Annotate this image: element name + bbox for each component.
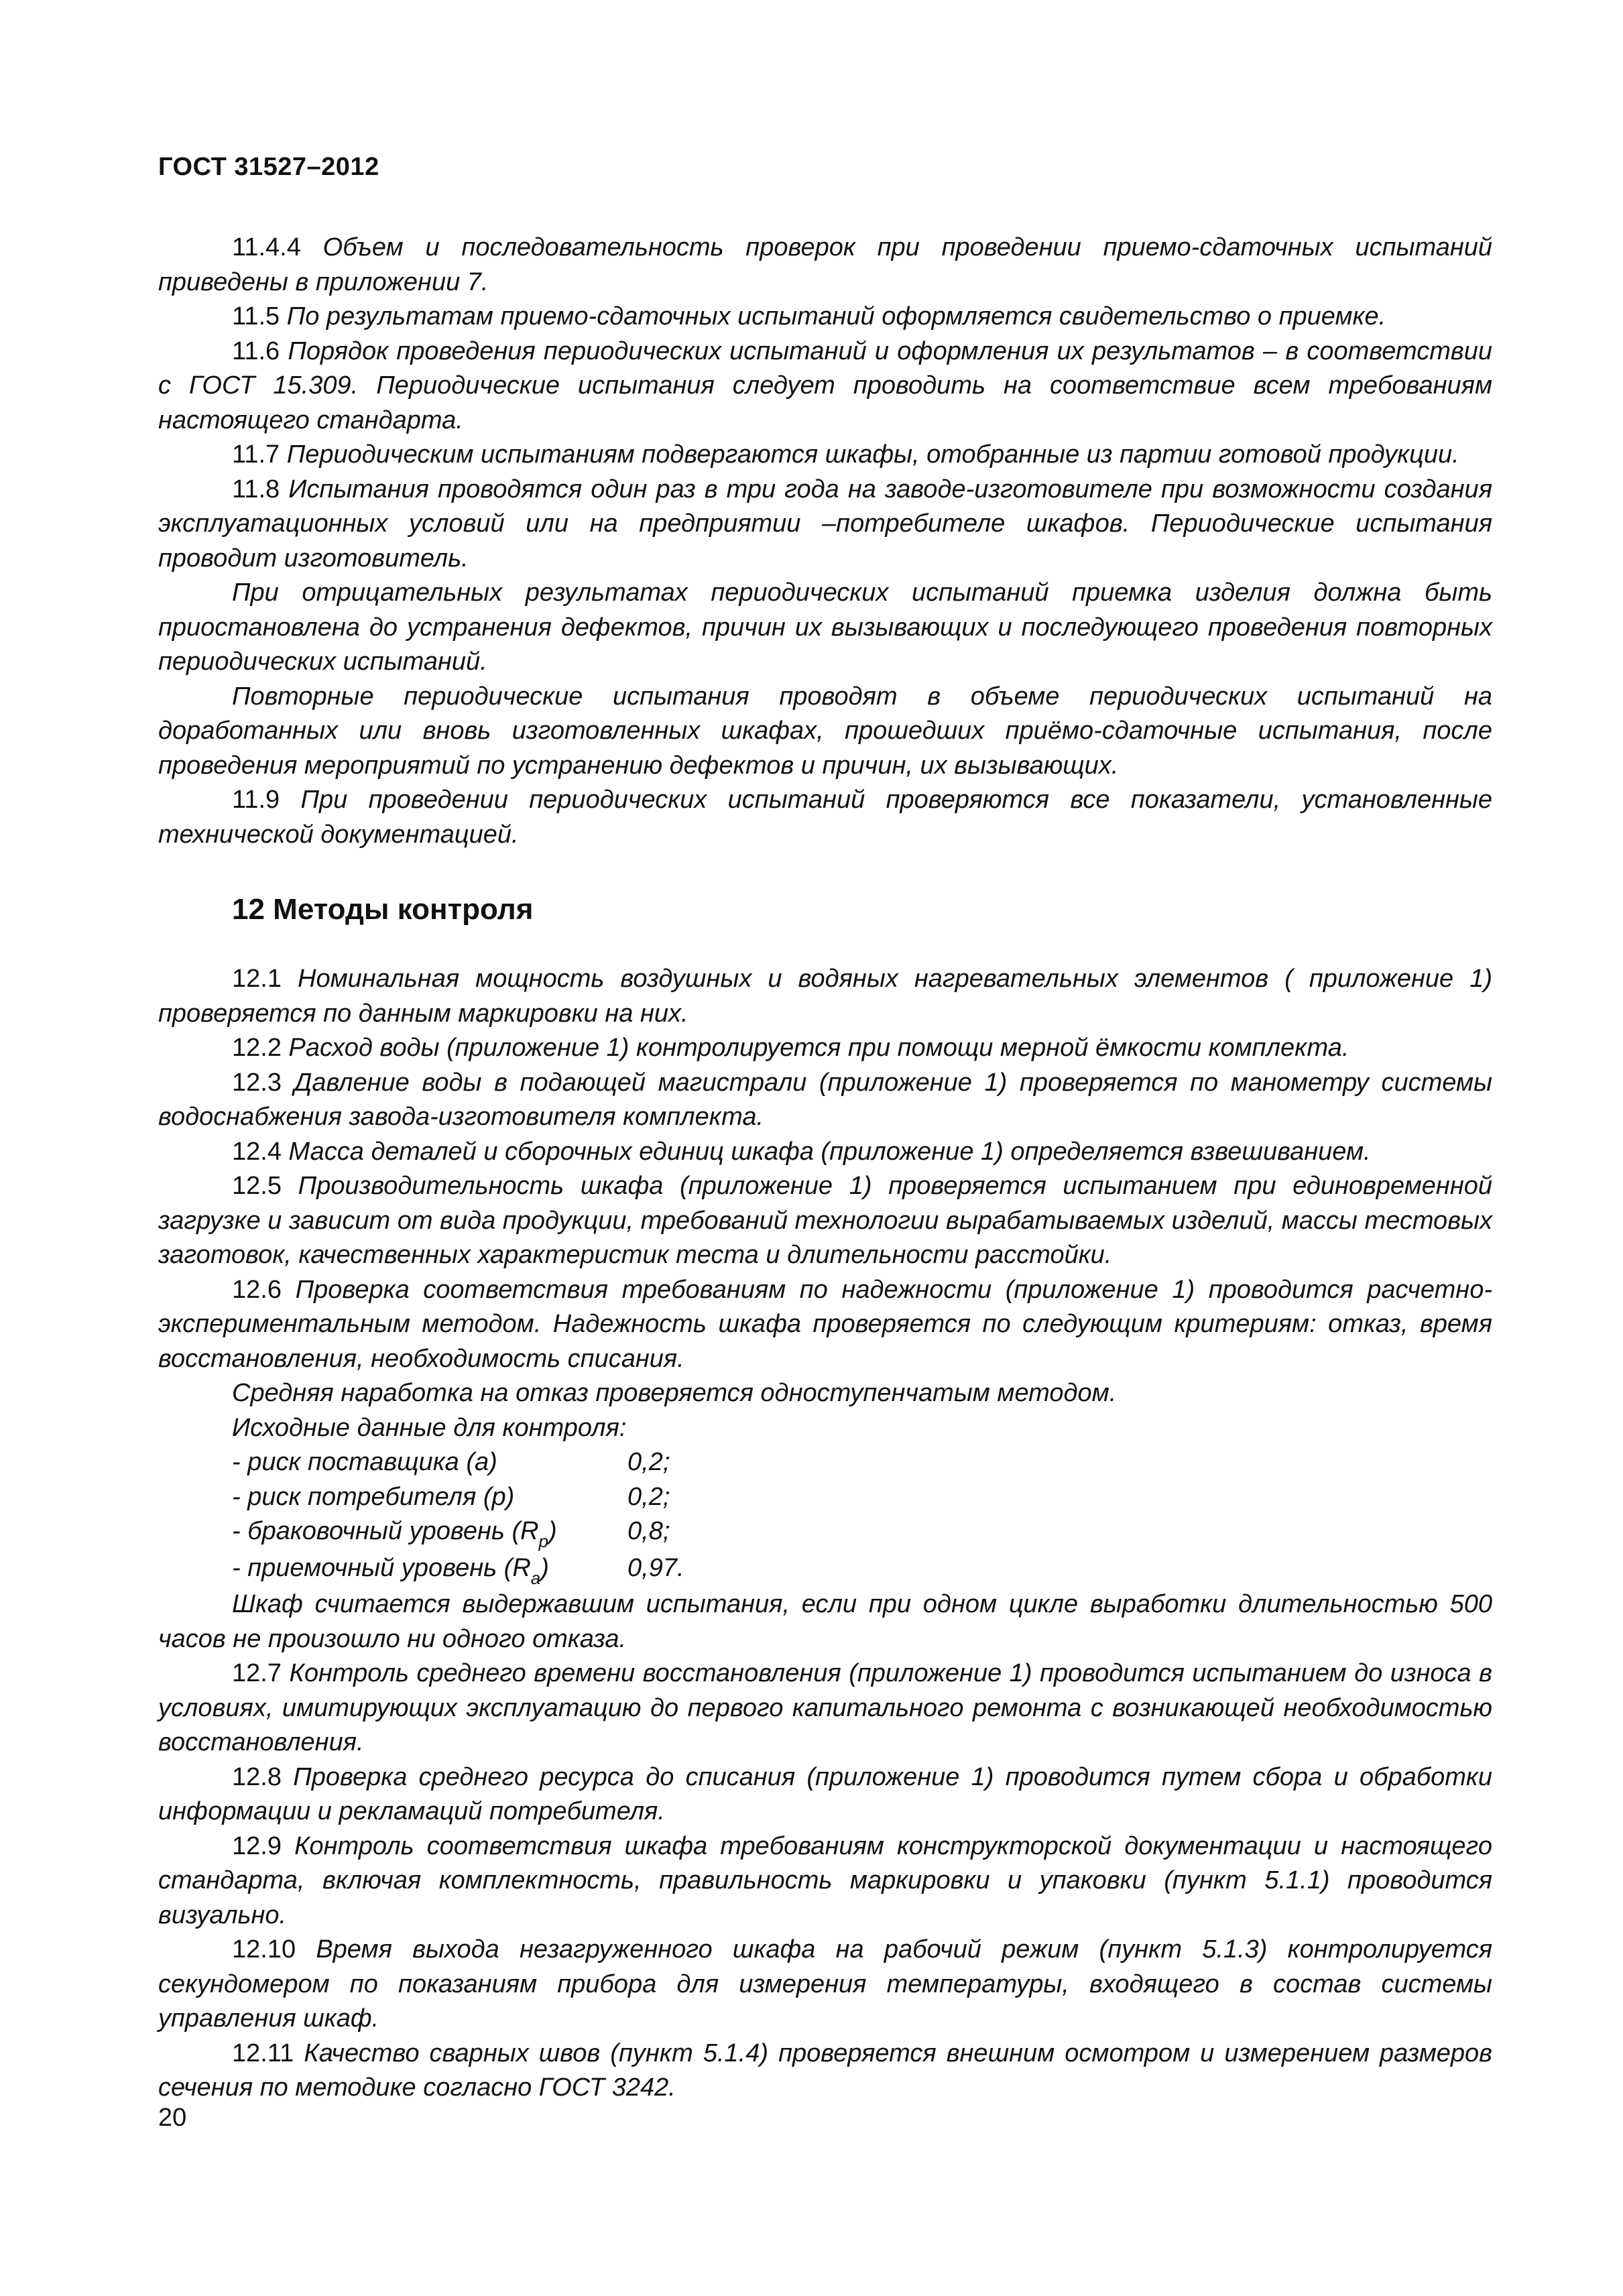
clause-number: 12.9 <box>232 1831 282 1860</box>
clauses-section-12-part-b <box>158 1656 1492 2106</box>
clause-number: 11.6 <box>232 337 280 365</box>
clause-paragraph <box>158 1273 1492 1377</box>
section-heading: 12 Методы контроля <box>232 893 534 926</box>
clause-number: 12.5 <box>232 1172 282 1200</box>
clause-paragraph <box>158 231 1492 300</box>
clause-paragraph <box>158 1760 1492 1829</box>
parameter-label <box>232 1480 627 1515</box>
parameter-label-text: - риск потребителя (р) <box>232 1482 515 1511</box>
clause-paragraph <box>158 962 1492 1031</box>
clause-text: Производительность шкафа (приложение 1) проверяется испытанием при единовременной загрузке и зависит от вида продукции, требований технологии вырабатываемых изделий, массы тестовых заготовок, качественных характеристик теста и длительности расстойки. <box>158 1172 1492 1269</box>
clause-number: 12.1 <box>232 965 282 993</box>
parameter-label-text: - приемочный уровень (R <box>232 1553 531 1582</box>
clause-number: 12.11 <box>232 2039 294 2067</box>
clause-number: 11.9 <box>232 786 280 814</box>
reliability-block <box>158 1376 1492 1656</box>
clause-text: Контроль соответствия шкафа требованиям конструкторской документации и настоящего стандарта, включая комплектность, правильность маркировки и упаковки (пункт 5.1.1) проводится визуально. <box>158 1831 1492 1929</box>
clause-paragraph <box>158 680 1492 784</box>
clause-paragraph <box>158 1169 1492 1273</box>
clause-text: Качество сварных швов (пункт 5.1.4) проверяется внешним осмотром и измерением размеров сечения по методике согласно ГОСТ 3242. <box>158 2039 1493 2102</box>
clause-paragraph <box>158 2037 1492 2106</box>
parameter-label-text: - браковочный уровень (R <box>232 1517 539 1545</box>
clause-text: Масса деталей и сборочных единиц шкафа (приложение 1) определяется взвешиванием. <box>288 1137 1371 1166</box>
document-body <box>158 231 1492 2106</box>
clause-paragraph <box>158 576 1492 680</box>
clause-text: Проверка соответствия требованиям по надежности (приложение 1) проводится расчетно-экспериментальным методом. Надежность шкафа проверяется по следующим критериям: отказ, время восстановления, необходимость списания. <box>158 1275 1492 1373</box>
clause-paragraph <box>158 1829 1492 1933</box>
clause-paragraph <box>158 1933 1492 2037</box>
clause-paragraph <box>158 1066 1492 1135</box>
reliability-line-1: Средняя наработка на отказ проверяется одноступенчатым методом. <box>232 1379 1117 1407</box>
clause-text: Испытания проводятся один раз в три года на заводе-изготовителе при возможности создания эксплуатационных условий или на предприятии –потребителе шкафов. Периодические испытания проводит изготовитель. <box>158 475 1492 572</box>
clause-number: 11.4.4 <box>232 233 301 261</box>
clause-paragraph <box>158 1656 1492 1760</box>
clause-number: 12.8 <box>232 1762 282 1791</box>
clause-text: При проведении периодических испытаний проверяются все показатели, установленные технической документацией. <box>158 786 1492 849</box>
clause-number: 12.3 <box>232 1068 282 1097</box>
clause-text: Расход воды (приложение 1) контролируется при помощи мерной ёмкости комплекта. <box>288 1034 1349 1062</box>
parameter-label <box>232 1514 627 1551</box>
clause-number: 12.7 <box>232 1659 282 1687</box>
parameter-label-close: ) <box>548 1517 557 1545</box>
clause-text: По результатам приемо-сдаточных испытаний оформляется свидетельство о приемке. <box>286 302 1386 330</box>
clause-text: Контроль среднего времени восстановления (приложение 1) проводится испытанием до износа в условиях, имитирующих эксплуатацию до первого капитального ремонта с возникающей необходимостью восстановления. <box>158 1659 1493 1756</box>
parameter-value: 0,2; <box>627 1448 670 1476</box>
parameter-label <box>232 1445 627 1480</box>
clause-text: Время выхода незагруженного шкафа на рабочий режим (пункт 5.1.3) контролируется секундомером по показаниям прибора для измерения температуры, входящего в состав системы управления шкаф. <box>158 1935 1492 2033</box>
clause-number: 11.7 <box>232 440 280 469</box>
clause-text: При отрицательных результатах периодических испытаний приемка изделия должна быть приостановлена до устранения дефектов, причин их вызывающих и последующего проведения повторных периодических испытаний. <box>158 579 1492 676</box>
clause-number: 12.6 <box>232 1275 282 1304</box>
parameter-label-text: - риск поставщика (а) <box>232 1448 497 1476</box>
clause-text: Объем и последовательность проверок при проведении приемо-сдаточных испытаний приведены в приложении 7. <box>158 233 1493 296</box>
clause-number: 11.8 <box>232 475 280 503</box>
clause-paragraph <box>158 1031 1492 1066</box>
clause-text: Проверка среднего ресурса до списания (приложение 1) проводится путем сбора и обработки информации и рекламаций потребителя. <box>158 1762 1492 1825</box>
parameter-label <box>232 1551 627 1588</box>
clause-text: Периодическим испытаниям подвергаются шкафы, отобранные из партии готовой продукции. <box>286 440 1459 469</box>
page-number: 20 <box>158 2104 187 2132</box>
clause-paragraph <box>158 473 1492 577</box>
reliability-line-2: Исходные данные для контроля: <box>232 1413 627 1442</box>
clause-text: Повторные периодические испытания проводят в объеме периодических испытаний на доработанных или вновь изготовленных шкафах, прошедших приёмо-сдаточные испытания, после проведения мероприятий по устранению дефектов и причин, их вызывающих. <box>158 682 1492 780</box>
clause-number: 11.5 <box>232 302 280 330</box>
clause-number: 12.10 <box>232 1935 296 1963</box>
clause-text: Давление воды в подающей магистрали (приложение 1) проверяется по манометру системы водоснабжения завода-изготовителя комплекта. <box>158 1068 1492 1131</box>
clause-paragraph <box>158 335 1492 438</box>
parameter-value: 0,8; <box>627 1517 670 1545</box>
clause-text: Порядок проведения периодических испытаний и оформления их результатов – в соответствии с ГОСТ 15.309. Периодические испытания следует проводить на соответствие всем требованиям настоящего стандарта. <box>158 337 1492 434</box>
parameter-label-close: ) <box>540 1553 549 1582</box>
clauses-section-12-part-a <box>158 962 1492 1376</box>
clause-paragraph <box>158 438 1492 473</box>
parameter-row <box>232 1551 1492 1588</box>
parameter-subscript: р <box>538 1531 549 1551</box>
clauses-section-11 <box>158 231 1492 852</box>
parameter-list <box>158 1445 1492 1587</box>
clause-number: 12.2 <box>232 1034 282 1062</box>
reliability-conclusion: Шкаф считается выдержавшим испытания, если при одном цикле выработки длительностью 500 часов не произошло ни одного отказа. <box>158 1590 1492 1653</box>
document-code: ГОСТ 31527–2012 <box>158 153 379 181</box>
parameter-row <box>232 1480 1492 1515</box>
parameter-row <box>232 1514 1492 1551</box>
parameter-row <box>232 1445 1492 1480</box>
parameter-value: 0,97. <box>627 1553 684 1582</box>
clause-paragraph <box>158 1135 1492 1170</box>
clause-paragraph <box>158 783 1492 852</box>
clause-number: 12.4 <box>232 1137 282 1166</box>
clause-paragraph <box>158 300 1492 335</box>
parameter-value: 0,2; <box>627 1482 670 1511</box>
clause-text: Номинальная мощность воздушных и водяных нагревательных элементов ( приложение 1) проверяется по данным маркировки на них. <box>158 965 1492 1028</box>
parameter-subscript: а <box>530 1567 541 1588</box>
